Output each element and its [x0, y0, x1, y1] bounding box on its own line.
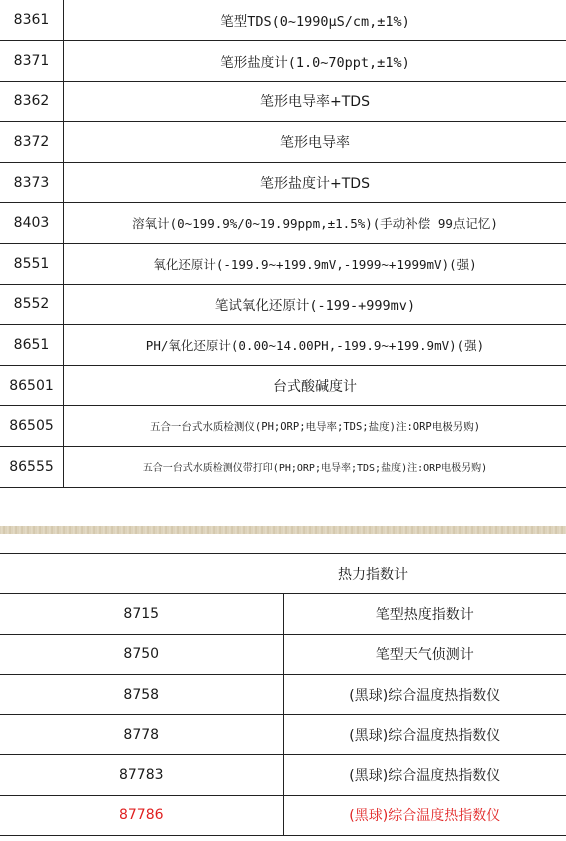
product-description: 氧化还原计(-199.9~+199.9mV,-1999~+1999mV)(强) [64, 244, 566, 285]
table-row [0, 0, 566, 41]
table-row [0, 447, 566, 488]
table-header-row [0, 554, 566, 594]
table-row [0, 162, 566, 203]
product-code: 87786 [0, 795, 283, 835]
product-code: 86501 [0, 365, 64, 406]
product-table-heat-index [0, 553, 566, 836]
product-code: 8371 [0, 41, 64, 82]
product-description: 五合一台式水质检测仪(PH;ORP;电导率;TDS;盐度)注:ORP电极另购) [64, 406, 566, 447]
table-row [0, 365, 566, 406]
table-row [0, 674, 566, 714]
product-description: 笔型天气侦测计 [283, 634, 566, 674]
product-code: 8361 [0, 0, 64, 41]
product-description: 笔形电导率 [64, 122, 566, 163]
product-code: 8403 [0, 203, 64, 244]
table-row [0, 203, 566, 244]
product-code: 8552 [0, 284, 64, 325]
product-description: 五合一台式水质检测仪带打印(PH;ORP;电导率;TDS;盐度)注:ORP电极另购) [64, 447, 566, 488]
product-code: 8372 [0, 122, 64, 163]
product-code: 8778 [0, 715, 283, 755]
table-row [0, 594, 566, 634]
table-row [0, 325, 566, 366]
product-description: (黑球)综合温度热指数仪 [283, 674, 566, 714]
product-code: 8362 [0, 81, 64, 122]
table-row [0, 122, 566, 163]
product-description: PH/氧化还原计(0.00~14.00PH,-199.9~+199.9mV)(强) [64, 325, 566, 366]
product-description: 笔形盐度计+TDS [64, 162, 566, 203]
product-description: (黑球)综合温度热指数仪 [283, 755, 566, 795]
product-description: 台式酸碱度计 [64, 365, 566, 406]
table-row [0, 406, 566, 447]
product-code: 87783 [0, 755, 283, 795]
table-row [0, 284, 566, 325]
product-description: (黑球)综合温度热指数仪 [283, 795, 566, 835]
product-code: 8551 [0, 244, 64, 285]
product-code: 8758 [0, 674, 283, 714]
product-code: 86505 [0, 406, 64, 447]
product-code: 8651 [0, 325, 64, 366]
table-row [0, 244, 566, 285]
table-row [0, 755, 566, 795]
table-row [0, 634, 566, 674]
product-description: 笔形电导率+TDS [64, 81, 566, 122]
product-description: 笔试氧化还原计(-199-+999mv) [64, 284, 566, 325]
product-description: 笔型热度指数计 [283, 594, 566, 634]
product-code: 8750 [0, 634, 283, 674]
product-description: 笔型TDS(0~1990μS/cm,±1%) [64, 0, 566, 41]
table-row [0, 81, 566, 122]
section-divider [0, 526, 566, 534]
table-row-highlighted [0, 795, 566, 835]
table-row [0, 41, 566, 82]
section-title: 热力指数计 [0, 554, 566, 594]
product-code: 8373 [0, 162, 64, 203]
product-description: (黑球)综合温度热指数仪 [283, 715, 566, 755]
product-description: 笔形盐度计(1.0~70ppt,±1%) [64, 41, 566, 82]
product-description: 溶氧计(0~199.9%/0~19.99ppm,±1.5%)(手动补偿 99点记忆) [64, 203, 566, 244]
table-row [0, 715, 566, 755]
product-code: 8715 [0, 594, 283, 634]
product-code: 86555 [0, 447, 64, 488]
